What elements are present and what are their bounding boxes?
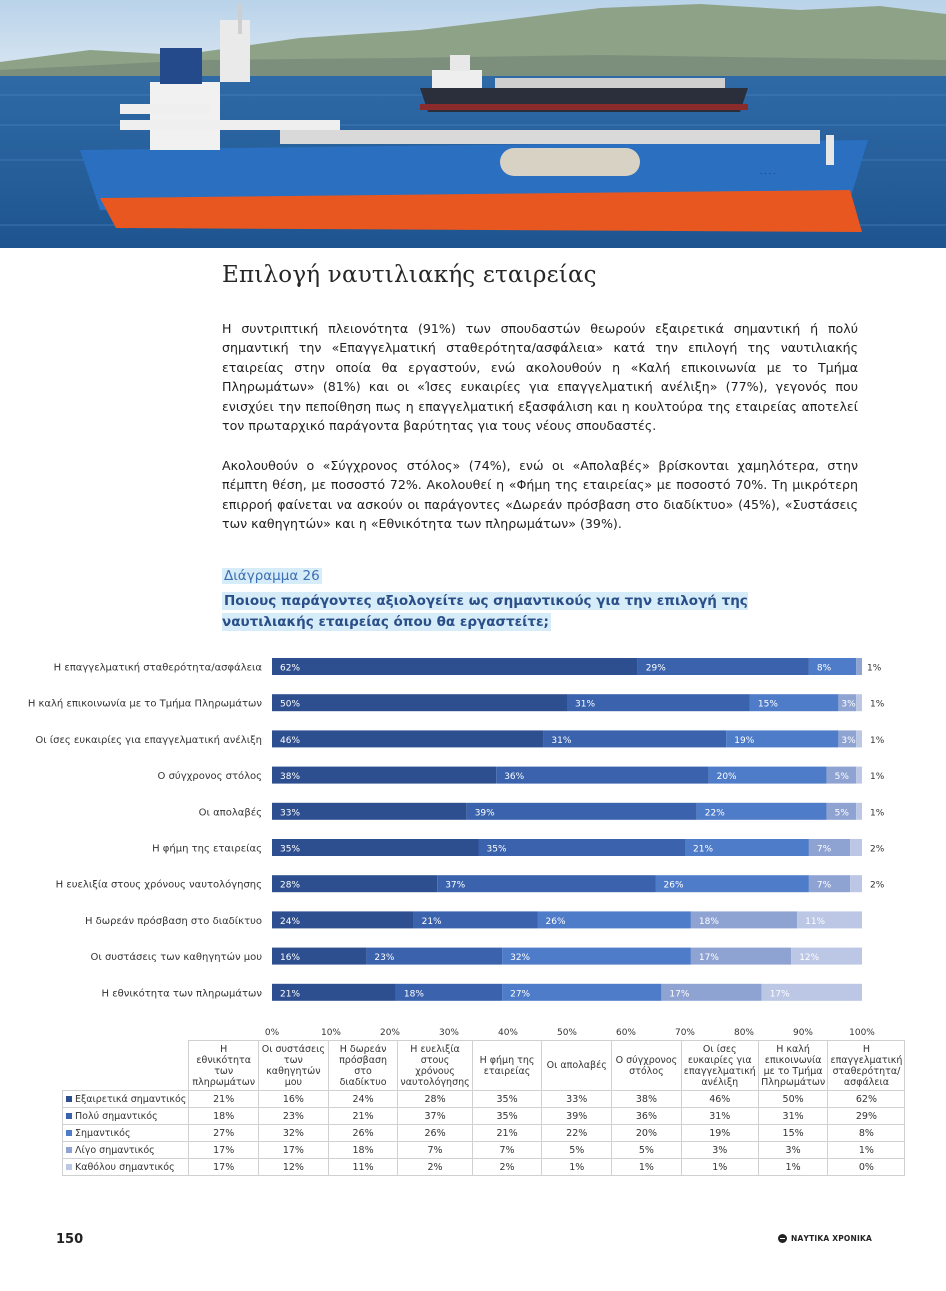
data-label: 5% <box>834 772 849 783</box>
legend-label: Λίγο σημαντικός <box>75 1144 155 1156</box>
legend-label: Σημαντικός <box>75 1127 131 1139</box>
ship-photo <box>0 0 946 248</box>
data-label: 7% <box>816 880 832 891</box>
legend-swatch-icon <box>66 1164 72 1170</box>
table-cell: 39% <box>542 1108 612 1125</box>
data-label: 17% <box>669 989 690 1000</box>
data-label: 1% <box>870 735 885 746</box>
brand-logo <box>778 1234 872 1243</box>
data-label: 37% <box>445 880 466 891</box>
x-tick-label: 30% <box>438 1028 460 1035</box>
table-col-header: Οι ίσες ευκαιρίες για επαγγελματική ανέλιξη <box>681 1041 758 1091</box>
table-row-label <box>63 1125 189 1142</box>
data-label: 62% <box>280 663 301 674</box>
bar-segment <box>467 803 697 820</box>
table-cell: 5% <box>612 1142 682 1159</box>
table-cell: 2% <box>398 1159 472 1176</box>
table-row <box>63 1125 905 1142</box>
category-label: Η φήμη της εταιρείας <box>152 843 262 855</box>
bar-segment <box>856 767 862 784</box>
category-label: Η επαγγελματική σταθερότητα/ασφάλεια <box>53 662 262 674</box>
table-cell: 21% <box>472 1125 542 1142</box>
bar-segment <box>272 694 567 711</box>
data-label: 18% <box>403 989 424 1000</box>
table-cell: 17% <box>189 1159 259 1176</box>
table-col-header: Οι απολαβές <box>542 1041 612 1091</box>
x-tick-label: 0% <box>264 1028 280 1035</box>
table-cell: 1% <box>542 1159 612 1176</box>
table-col-header: Η δωρεάν πρόσβαση στο διαδίκτυο <box>328 1041 398 1091</box>
data-label: 31% <box>575 699 596 710</box>
data-label: 46% <box>280 735 301 746</box>
category-label: Οι ίσες ευκαιρίες για επαγγελματική ανέλιξη <box>35 734 262 746</box>
x-tick-label: 100% <box>849 1028 875 1035</box>
data-label: 31% <box>551 735 572 746</box>
data-label: 27% <box>510 989 531 1000</box>
data-label: 17% <box>698 953 719 964</box>
data-label: 21% <box>693 844 714 855</box>
bar-segment <box>856 658 862 675</box>
table-cell: 1% <box>612 1159 682 1176</box>
table-cell: 17% <box>189 1142 259 1159</box>
table-cell: 18% <box>189 1108 259 1125</box>
data-label: 23% <box>374 953 395 964</box>
table-row-label <box>63 1159 189 1176</box>
bar-segment <box>272 767 496 784</box>
table-corner <box>63 1041 189 1091</box>
page-title: Επιλογή ναυτιλιακής εταιρείας <box>222 262 597 288</box>
data-label: 36% <box>504 772 525 783</box>
table-row-label <box>63 1091 189 1108</box>
data-label: 1% <box>870 699 885 710</box>
data-label: 12% <box>799 953 820 964</box>
x-tick-label: 50% <box>556 1028 578 1035</box>
legend-swatch-icon <box>66 1147 72 1153</box>
bar-segment <box>479 839 686 856</box>
table-cell: 12% <box>259 1159 329 1176</box>
bar-segment <box>856 694 862 711</box>
data-label: 19% <box>734 735 755 746</box>
data-label: 22% <box>704 808 725 819</box>
table-cell: 37% <box>398 1108 472 1125</box>
table-row <box>63 1159 905 1176</box>
table-cell: 36% <box>612 1108 682 1125</box>
bar-segment <box>272 658 638 675</box>
table-row <box>63 1091 905 1108</box>
data-label: 18% <box>698 916 719 927</box>
table-cell: 1% <box>681 1159 758 1176</box>
data-label: 26% <box>663 880 684 891</box>
table-cell: 18% <box>328 1142 398 1159</box>
data-label: 32% <box>510 953 531 964</box>
x-tick-label: 40% <box>497 1028 519 1035</box>
table-cell: 8% <box>828 1125 905 1142</box>
data-label: 3% <box>841 699 856 710</box>
x-tick-label: 90% <box>792 1028 814 1035</box>
table-row-label <box>63 1142 189 1159</box>
table-row-label <box>63 1108 189 1125</box>
table-cell: 31% <box>681 1108 758 1125</box>
data-label: 21% <box>280 989 301 1000</box>
table-col-header: Η εθνικότητα των πληρωμάτων <box>189 1041 259 1091</box>
data-label: 1% <box>867 663 882 674</box>
svg-text:· · · ·: · · · · <box>760 170 776 178</box>
data-label: 24% <box>280 916 301 927</box>
data-label: 38% <box>280 772 301 783</box>
data-label: 1% <box>870 808 885 819</box>
bar-segment <box>850 875 862 892</box>
data-label: 1% <box>870 772 885 783</box>
data-label: 15% <box>757 699 778 710</box>
bar-segment <box>850 839 862 856</box>
table-cell: 35% <box>472 1091 542 1108</box>
legend-swatch-icon <box>66 1113 72 1119</box>
data-label: 35% <box>486 844 507 855</box>
data-label: 2% <box>870 844 885 855</box>
category-label: Ο σύγχρονος στόλος <box>157 771 262 783</box>
table-cell: 20% <box>612 1125 682 1142</box>
intro-paragraph: Η συντριπτική πλειονότητα (91%) των σπουδαστών θεωρούν εξαιρετικά σημαντική ή πολύ σημαντική την «Επαγγελματική σταθερότητα/ασφάλεια» κατά την επιλογή της ναυτιλιακής εταιρείας στην οποία θα εργαστούν, ενώ ακολουθούν η «Καλή επικοινωνία με το Τμήμα Πληρωμάτων» (81%) και οι «Ίσες ευκαιρίες για επαγγελματική ανέλιξη» (77%), γεγονός που ενισχύει την πεποίθηση πως η επαγγελματική εξασφάλιση και η κουλτούρα της εταιρείας αποτελεί τον πρωταρχικό παράγοντα βαρύτητας για τους νέους σπουδαστές. <box>222 321 858 434</box>
table-cell: 15% <box>758 1125 828 1142</box>
table-cell: 31% <box>758 1108 828 1125</box>
table-cell: 26% <box>398 1125 472 1142</box>
bar-segment <box>856 803 862 820</box>
table-cell: 17% <box>259 1142 329 1159</box>
stacked-bar-chart <box>0 645 946 1035</box>
table-cell: 21% <box>189 1091 259 1108</box>
table-cell: 23% <box>259 1108 329 1125</box>
data-label: 26% <box>545 916 566 927</box>
data-label: 7% <box>816 844 832 855</box>
table-cell: 5% <box>542 1142 612 1159</box>
table-cell: 11% <box>328 1159 398 1176</box>
x-tick-label: 10% <box>320 1028 342 1035</box>
table-cell: 32% <box>259 1125 329 1142</box>
table-cell: 28% <box>398 1091 472 1108</box>
data-table <box>62 1040 905 1176</box>
table-cell: 33% <box>542 1091 612 1108</box>
x-tick-label: 60% <box>615 1028 637 1035</box>
table-row <box>63 1108 905 1125</box>
table-cell: 62% <box>828 1091 905 1108</box>
table-cell: 35% <box>472 1108 542 1125</box>
table-cell: 38% <box>612 1091 682 1108</box>
data-label: 29% <box>645 663 666 674</box>
table-col-header: Ο σύγχρονος στόλος <box>612 1041 682 1091</box>
table-col-header: Οι συστάσεις των καθηγητών μου <box>259 1041 329 1091</box>
legend-label: Εξαιρετικά σημαντικός <box>75 1093 187 1105</box>
category-label: Η ευελιξία στους χρόνους ναυτολόγησης <box>55 879 262 891</box>
table-cell: 16% <box>259 1091 329 1108</box>
category-label: Η εθνικότητα των πληρωμάτων <box>101 988 262 1000</box>
x-tick-label: 20% <box>379 1028 401 1035</box>
table-cell: 1% <box>758 1159 828 1176</box>
brand-circle-icon <box>778 1234 787 1243</box>
bar-segment <box>272 803 467 820</box>
data-label: 17% <box>769 989 790 1000</box>
data-label: 16% <box>280 953 301 964</box>
page-number: 150 <box>56 1232 84 1247</box>
data-label: 35% <box>280 844 301 855</box>
legend-swatch-icon <box>66 1130 72 1136</box>
data-label: 20% <box>716 772 737 783</box>
diagram-question <box>222 591 802 633</box>
second-paragraph: Ακολουθούν ο «Σύγχρονος στόλος» (74%), ενώ οι «Απολαβές» βρίσκονται χαμηλότερα, στην πέμπτη θέση, με ποσοστό 72%. Ακολουθεί η «Φήμη της εταιρείας» με ποσοστό 70%. Τη μικρότερη επιρροή φαίνεται να ασκούν οι παράγοντες «Δωρεάν πρόσβαση στο διαδίκτυο» (45%), «Συστάσεις των καθηγητών» και η «Εθνικότητα των πληρωμάτων» (39%). <box>222 458 858 532</box>
table-cell: 7% <box>398 1142 472 1159</box>
data-label: 11% <box>805 916 826 927</box>
data-label: 50% <box>280 699 301 710</box>
table-cell: 3% <box>681 1142 758 1159</box>
data-label: 28% <box>280 880 301 891</box>
table-col-header: Η καλή επικοινωνία με το Τμήμα Πληρωμάτων <box>758 1041 828 1091</box>
legend-swatch-icon <box>66 1096 72 1102</box>
data-label: 39% <box>474 808 495 819</box>
table-cell: 21% <box>328 1108 398 1125</box>
diagram-question-text: Ποιους παράγοντες αξιολογείτε ως σημαντικούς για την επιλογή της ναυτιλιακής εταιρείας όπου θα εργαστείτε; <box>222 593 748 630</box>
category-label: Οι απολαβές <box>198 807 262 819</box>
table-row <box>63 1142 905 1159</box>
data-label: 5% <box>834 808 849 819</box>
diagram-label: Διάγραμμα 26 <box>224 568 320 584</box>
legend-label: Πολύ σημαντικός <box>75 1110 158 1122</box>
category-label: Οι συστάσεις των καθηγητών μου <box>90 952 262 964</box>
data-label: 33% <box>280 808 301 819</box>
table-cell: 24% <box>328 1091 398 1108</box>
bar-segment <box>272 839 479 856</box>
x-tick-label: 80% <box>733 1028 755 1035</box>
bar-segment <box>502 948 691 965</box>
table-cell: 22% <box>542 1125 612 1142</box>
table-col-header: Η επαγγελματική σταθερότητα/ ασφάλεια <box>828 1041 905 1091</box>
table-cell: 1% <box>828 1142 905 1159</box>
bar-segment <box>496 767 708 784</box>
table-cell: 26% <box>328 1125 398 1142</box>
table-col-header: Η φήμη της εταιρείας <box>472 1041 542 1091</box>
table-cell: 2% <box>472 1159 542 1176</box>
table-cell: 0% <box>828 1159 905 1176</box>
table-cell: 29% <box>828 1108 905 1125</box>
table-cell: 19% <box>681 1125 758 1142</box>
bar-segment <box>272 730 543 747</box>
bar-segment <box>856 730 862 747</box>
table-cell: 27% <box>189 1125 259 1142</box>
data-label: 8% <box>816 663 832 674</box>
table-cell: 3% <box>758 1142 828 1159</box>
category-label: Η δωρεάν πρόσβαση στο διαδίκτυο <box>84 915 262 927</box>
table-cell: 7% <box>472 1142 542 1159</box>
x-tick-label: 70% <box>674 1028 696 1035</box>
table-col-header: Η ευελιξία στους χρόνους ναυτολόγησης <box>398 1041 472 1091</box>
table-cell: 46% <box>681 1091 758 1108</box>
table-cell: 50% <box>758 1091 828 1108</box>
data-label: 2% <box>870 880 885 891</box>
legend-label: Καθόλου σημαντικός <box>75 1161 175 1173</box>
data-label: 3% <box>841 735 856 746</box>
category-label: Η καλή επικοινωνία με το Τμήμα Πληρωμάτων <box>27 698 262 710</box>
bar-segment <box>437 875 655 892</box>
brand-name: ΝΑΥΤΙΚΑ ΧΡΟΝΙΚΑ <box>791 1234 872 1243</box>
data-label: 21% <box>421 916 442 927</box>
